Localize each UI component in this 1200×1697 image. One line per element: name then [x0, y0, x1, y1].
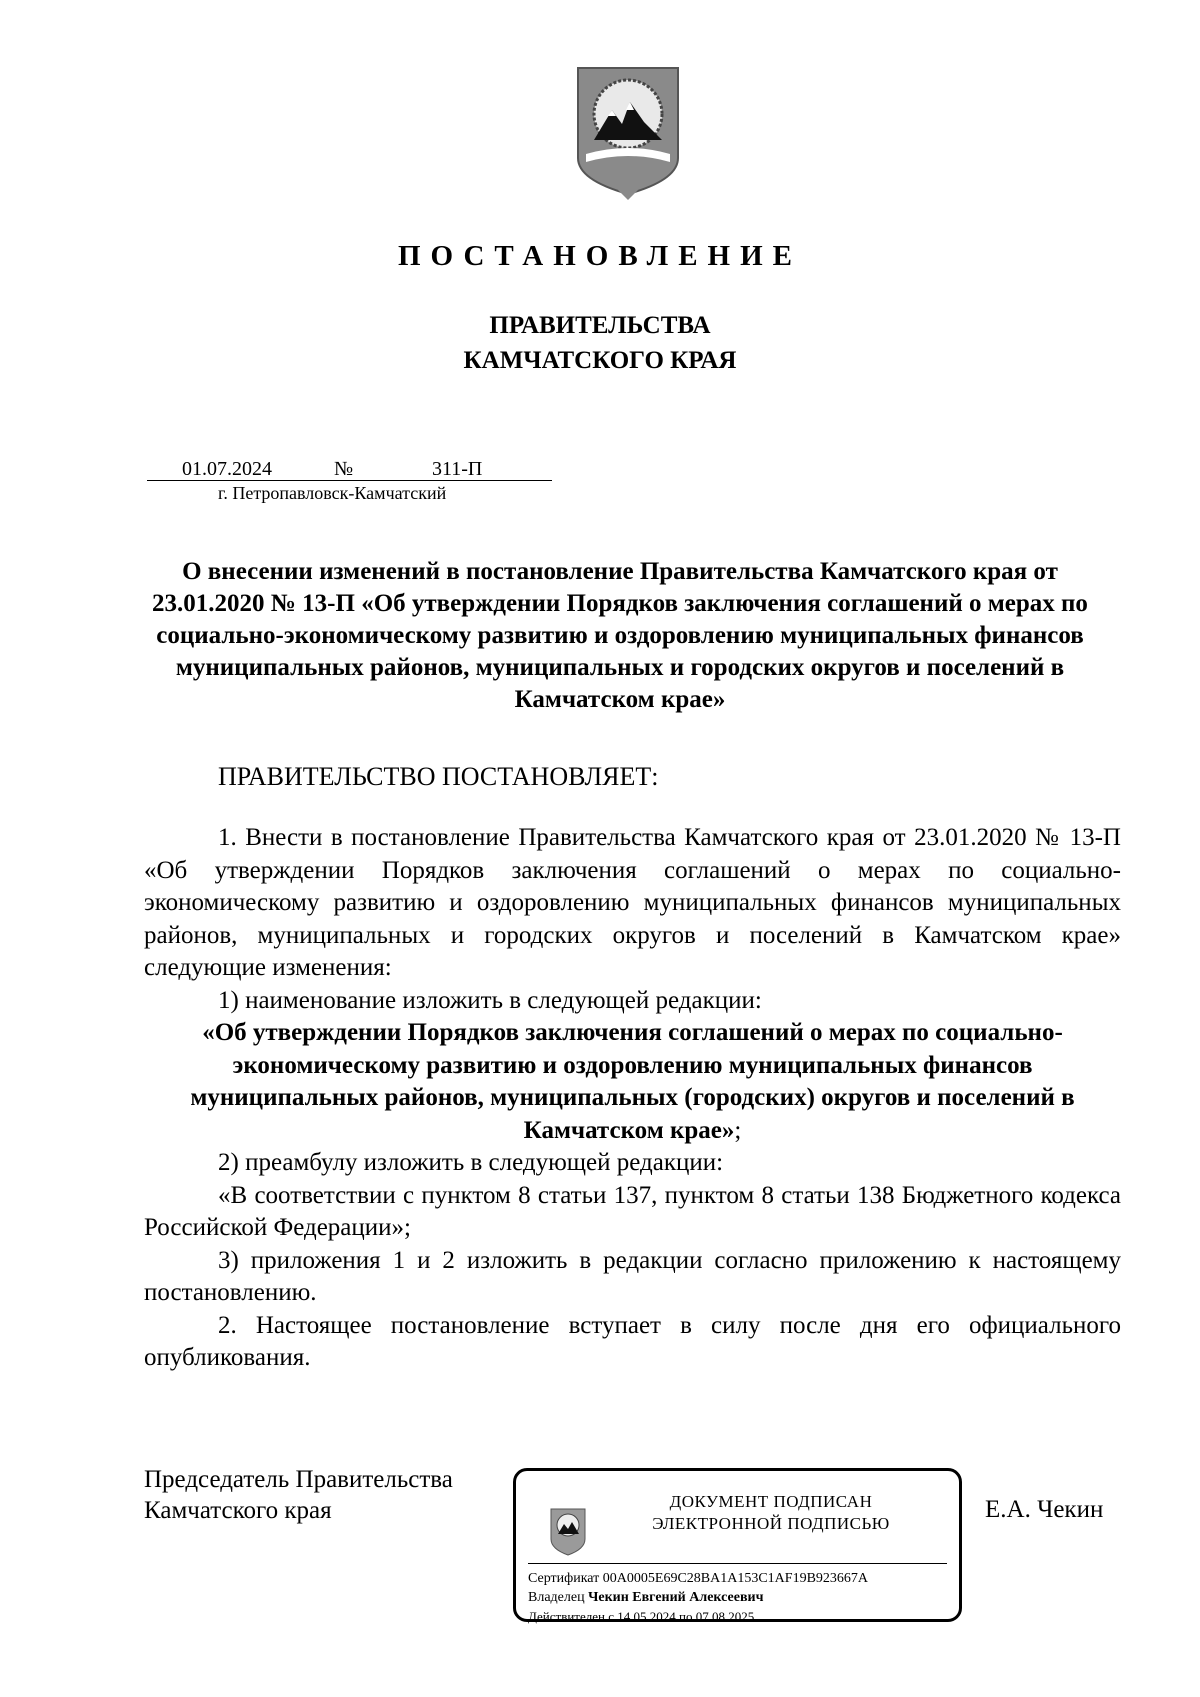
signatory-position-line-2: Камчатского края: [144, 1497, 332, 1524]
valid-from: 14.05.2024: [617, 1609, 676, 1624]
paragraph-2: 2. Настоящее постановление вступает в силу после дня его официального опубликования.: [144, 1311, 1121, 1371]
signatory-position: [144, 1464, 453, 1526]
subitem-2: 2) преамбулу изложить в следующей редакции:: [218, 1149, 724, 1176]
document-body: [144, 822, 1121, 1375]
decree-phrase: ПРАВИТЕЛЬСТВО ПОСТАНОВЛЯЕТ:: [218, 762, 659, 791]
stamp-certificate: [528, 1571, 868, 1587]
stamp-title-line-2: ЭЛЕКТРОННОЙ ПОДПИСЬЮ: [652, 1514, 890, 1533]
subitem-1: 1) наименование изложить в следующей редакции:: [218, 986, 762, 1014]
subitem-2-quote: «В соответствии с пунктом 8 статьи 137, пунктом 8 статьи 138 Бюджетного кодекса Российской Федерации»;: [144, 1181, 1121, 1241]
date-number-underline: [147, 480, 552, 481]
valid-to-prefix: по: [679, 1609, 693, 1624]
subitem-1-quote-end: ;: [734, 1116, 742, 1144]
cert-value: 00A0005E69C28BA1A153C1AF19B923667A: [602, 1571, 869, 1586]
valid-label: Действителен: [528, 1609, 605, 1624]
subitem-1-quote: [144, 1017, 1121, 1147]
city: г. Петропавловск-Камчатский: [218, 483, 447, 503]
owner-value: Чекин Евгений Алексеевич: [588, 1590, 764, 1605]
document-heading: О внесении изменений в постановление Правительства Камчатского края от 23.01.2020 № 13-П «Об утверждении Порядков заключения соглашений о мерах по социально-экономическому развитию и оздоровлению муниципальных финансов муниципальных районов, муниципальных и городских округов и поселений в Камчатском крае»: [152, 558, 1088, 713]
organization-line-2: КАМЧАТСКОГО КРАЯ: [463, 347, 737, 374]
subitem-3: 3) приложения 1 и 2 изложить в редакции согласно приложению к настоящему постановлению.: [144, 1246, 1121, 1306]
signatory-name: Е.А. Чекин: [985, 1496, 1104, 1523]
stamp-title: [611, 1491, 931, 1535]
organization-line-1: ПРАВИТЕЛЬСТВА: [489, 312, 711, 339]
document-number: 311-П: [432, 458, 483, 480]
subitem-1-quote-text: «Об утверждении Порядков заключения соглашений о мерах по социально-экономическому развитию и оздоровлению муниципальных финансов муниципальных районов, муниципальных (городских) округов и поселений в Камчатском крае»: [190, 1019, 1075, 1144]
stamp-title-line-1: ДОКУМЕНТ ПОДПИСАН: [669, 1492, 873, 1511]
paragraph-1: 1. Внести в постановление Правительства Камчатского края от 23.01.2020 № 13-П «Об утверждении Порядков заключения соглашений о мерах по социально-экономическому развитию и оздоровлению муниципальных финансов муниципальных районов, муниципальных и городских округов и поселений в Камчатском крае» следующие изменения:: [144, 824, 1121, 981]
owner-label: Владелец: [528, 1590, 585, 1605]
electronic-signature-stamp: [513, 1468, 962, 1622]
stamp-divider: [528, 1563, 947, 1564]
stamp-validity: [528, 1609, 754, 1625]
document-date: 01.07.2024: [182, 458, 272, 480]
cert-label: Сертификат: [528, 1571, 600, 1586]
valid-from-prefix: с: [608, 1609, 614, 1624]
stamp-owner: [528, 1590, 763, 1606]
document-type-title: ПОСТАНОВЛЕНИЕ: [397, 240, 802, 272]
signatory-position-line-1: Председатель Правительства: [144, 1466, 453, 1493]
coat-of-arms-emblem: [572, 62, 684, 202]
stamp-emblem-icon: [549, 1507, 587, 1557]
number-sign: №: [334, 458, 354, 480]
valid-to: 07.08.2025: [695, 1609, 755, 1624]
